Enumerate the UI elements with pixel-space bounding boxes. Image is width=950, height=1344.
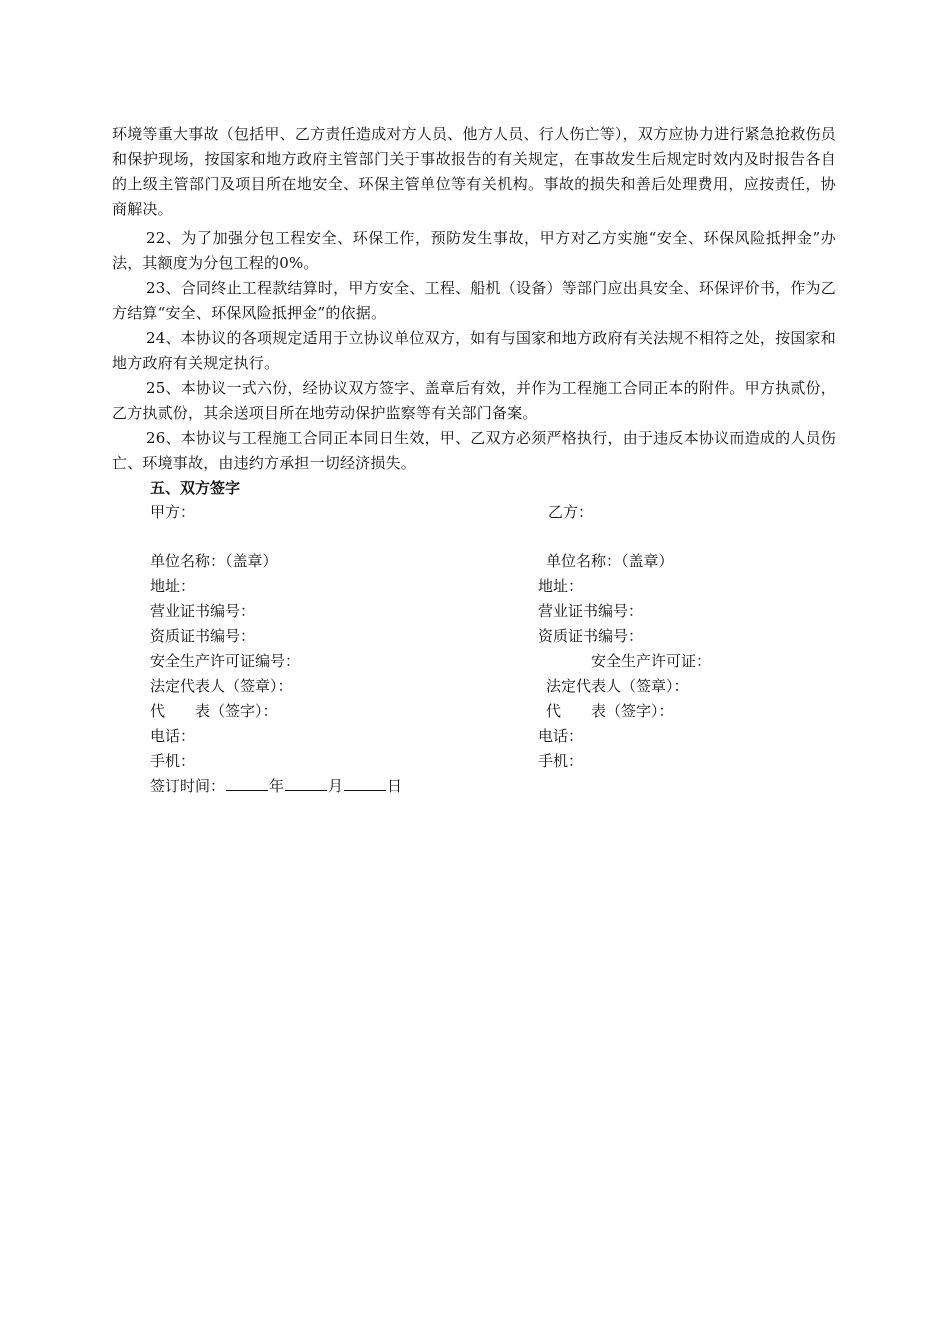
party-b-legal-rep: 法定代表人（签章）： [546, 677, 689, 695]
party-b-safety-permit: 安全生产许可证： [591, 652, 712, 670]
party-b-title: 乙方： [548, 503, 594, 521]
paragraph-26: 26、本协议与工程施工合同正本同日生效，甲、乙双方必须严格执行，由于违反本协议而造成的人员伤亡、环境事故，由违约方承担一切经济损失。 [112, 429, 836, 472]
party-a-legal-rep: 法定代表人（签章）： [150, 677, 293, 695]
paragraph-23: 23、合同终止工程款结算时，甲方安全、工程、船机（设备）等部门应出具安全、环保评价书，作为乙方结算“安全、环保风险抵押金”的依据。 [112, 279, 836, 322]
party-b-unit-name: 单位名称：（盖章） [546, 552, 674, 570]
day-label: 日 [387, 777, 403, 795]
paragraph-accident-handling: 环境等重大事故（包括甲、乙方责任造成对方人员、他方人员、行人伤亡等），双方应协力进行紧急抢救伤员和保护现场，按国家和地方政府主管部门关于事故报告的有关规定，在事故发生后规定时效内及时报告各自的上级主管部门及项目所在地安全、环保主管单位等有关机构。事故的损失和善后处理费用，应按责任，协商解决。 [112, 125, 836, 218]
party-a-title: 甲方： [150, 503, 196, 521]
party-a-qualification: 资质证书编号： [150, 627, 256, 645]
paragraph-24: 24、本协议的各项规定适用于立协议单位双方，如有与国家和地方政府有关法规不相符之处，按国家和地方政府有关规定执行。 [112, 329, 836, 372]
party-b-address: 地址： [538, 577, 584, 595]
paragraph-22: 22、为了加强分包工程安全、环保工作，预防发生事故，甲方对乙方实施“安全、环保风险抵押金”办法，其额度为分包工程的0%。 [112, 229, 836, 272]
month-blank[interactable] [285, 776, 327, 791]
party-b-mobile: 手机： [538, 752, 584, 770]
party-a-phone: 电话： [150, 727, 196, 745]
party-b-business-license: 营业证书编号： [538, 602, 644, 620]
party-a-business-license: 营业证书编号： [150, 602, 256, 620]
day-blank[interactable] [344, 776, 386, 791]
party-a-address: 地址： [150, 577, 196, 595]
paragraph-25: 25、本协议一式六份，经协议双方签字、盖章后有效，并作为工程施工合同正本的附件。甲方执贰份，乙方执贰份，其余送项目所在地劳动保护监察等有关部门备案。 [112, 379, 836, 422]
year-label: 年 [269, 777, 285, 795]
month-label: 月 [328, 777, 344, 795]
signing-date-label: 签订时间： [150, 777, 226, 795]
party-a-unit-name: 单位名称：（盖章） [150, 552, 278, 570]
party-a-representative: 代 表（签字）： [150, 702, 278, 720]
party-b-qualification: 资质证书编号： [538, 627, 644, 645]
party-a-safety-permit: 安全生产许可证编号： [150, 652, 301, 670]
party-b-representative: 代 表（签字）： [546, 702, 674, 720]
year-blank[interactable] [226, 776, 268, 791]
section-heading-signatures: 五、双方签字 [150, 479, 241, 497]
party-a-mobile: 手机： [150, 752, 196, 770]
party-b-phone: 电话： [538, 727, 584, 745]
signing-date [150, 774, 402, 799]
